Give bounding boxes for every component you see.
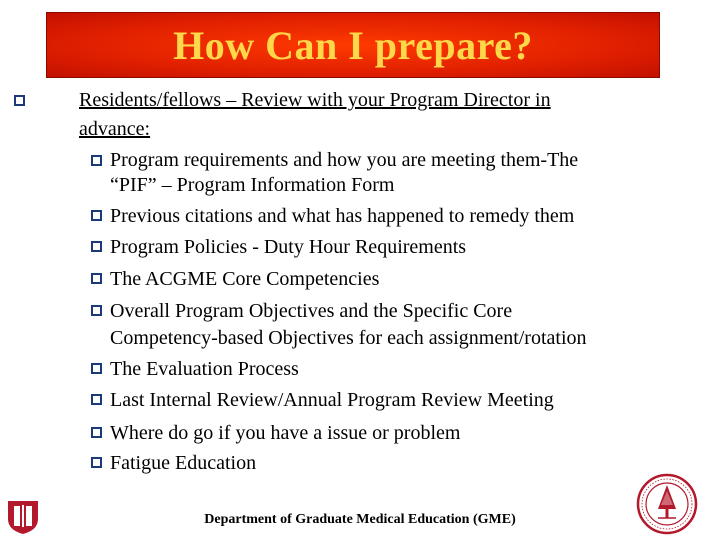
checkbox-icon bbox=[91, 427, 102, 438]
checkbox-icon bbox=[91, 210, 102, 221]
checkbox-icon bbox=[14, 95, 25, 106]
sub-bullet-text: Fatigue Education bbox=[110, 452, 257, 474]
sub-bullet-text: “PIF” – Program Information Form bbox=[110, 174, 395, 196]
medical-center-logo-icon bbox=[4, 497, 42, 535]
main-bullet-line-2: advance: bbox=[79, 118, 151, 140]
checkbox-icon bbox=[91, 155, 102, 166]
sub-bullet-text: The Evaluation Process bbox=[110, 358, 299, 380]
sub-bullet-text: Last Internal Review/Annual Program Review Meeting bbox=[110, 389, 554, 411]
checkbox-icon bbox=[91, 363, 102, 374]
sub-bullet-text: Previous citations and what has happened to remedy them bbox=[110, 205, 575, 227]
checkbox-icon bbox=[91, 457, 102, 468]
footer-text: Department of Graduate Medical Education (GME) bbox=[204, 512, 516, 527]
checkbox-icon bbox=[91, 305, 102, 316]
sub-bullet-text: Program requirements and how you are meeting them-The bbox=[110, 149, 579, 171]
checkbox-icon bbox=[91, 241, 102, 252]
sub-bullet-text: Competency-based Objectives for each assignment/rotation bbox=[110, 327, 587, 349]
main-bullet-line-1: Residents/fellows – Review with your Program Director in bbox=[79, 89, 551, 111]
sub-bullet-text: Overall Program Objectives and the Specific Core bbox=[110, 300, 513, 322]
checkbox-icon bbox=[91, 394, 102, 405]
checkbox-icon bbox=[91, 273, 102, 284]
university-seal-icon bbox=[636, 473, 698, 535]
title-banner bbox=[46, 12, 660, 78]
sub-bullet-text: Where do go if you have a issue or problem bbox=[110, 422, 461, 444]
slide-title: How Can I prepare? bbox=[173, 22, 533, 68]
sub-bullet-text: Program Policies - Duty Hour Requirements bbox=[110, 236, 467, 258]
sub-bullet-text: The ACGME Core Competencies bbox=[110, 268, 380, 290]
